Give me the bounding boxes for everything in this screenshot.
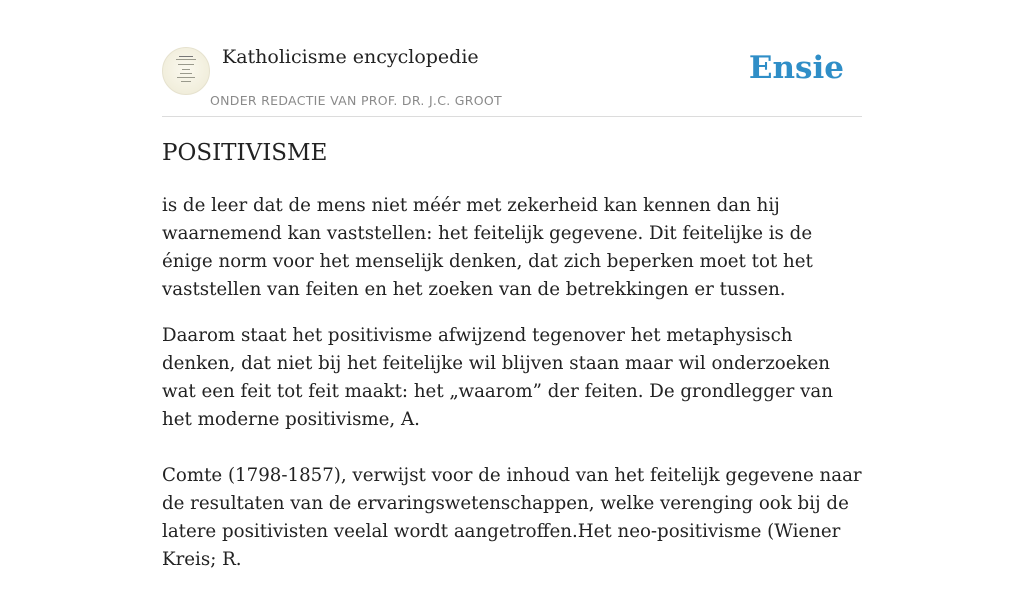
brand-logo[interactable]: Ensie — [748, 50, 844, 86]
entry-title: POSITIVISME — [162, 140, 328, 166]
paragraph: is de leer dat de mens niet méér met zekerheid kan kennen dan hij waarnemend kan vaststellen: het feitelijk gegevene. Dit feitelijke is de énige norm voor het menselijk denken, dat zich beperken moet tot het vaststellen van feiten en het zoeken van de betrekkingen er tussen. — [162, 195, 813, 300]
paragraph: Daarom staat het positivisme afwijzend tegenover het metaphysisch denken, dat niet bij het feitelijke wil blijven staan maar wil onderzoeken wat een feit tot feit maakt: het „waarom” der feiten. De grondlegger van het moderne positivisme, A. — [162, 325, 833, 430]
header — [162, 42, 862, 117]
paragraph: Comte (1798-1857), verwijst voor de inhoud van het feitelijk gegevene naar de resultaten van de ervaringswetenschappen, welke verenging ook bij de latere positivisten veelal wordt aangetroffen.Het neo-positivisme (Wiener Kreis; R. — [162, 465, 862, 570]
editor-credit: ONDER REDACTIE VAN PROF. DR. J.C. GROOT — [210, 93, 502, 108]
book-title[interactable]: Katholicisme encyclopedie — [222, 46, 479, 68]
entry-body — [162, 192, 867, 592]
book-cover-thumbnail[interactable] — [162, 47, 210, 95]
